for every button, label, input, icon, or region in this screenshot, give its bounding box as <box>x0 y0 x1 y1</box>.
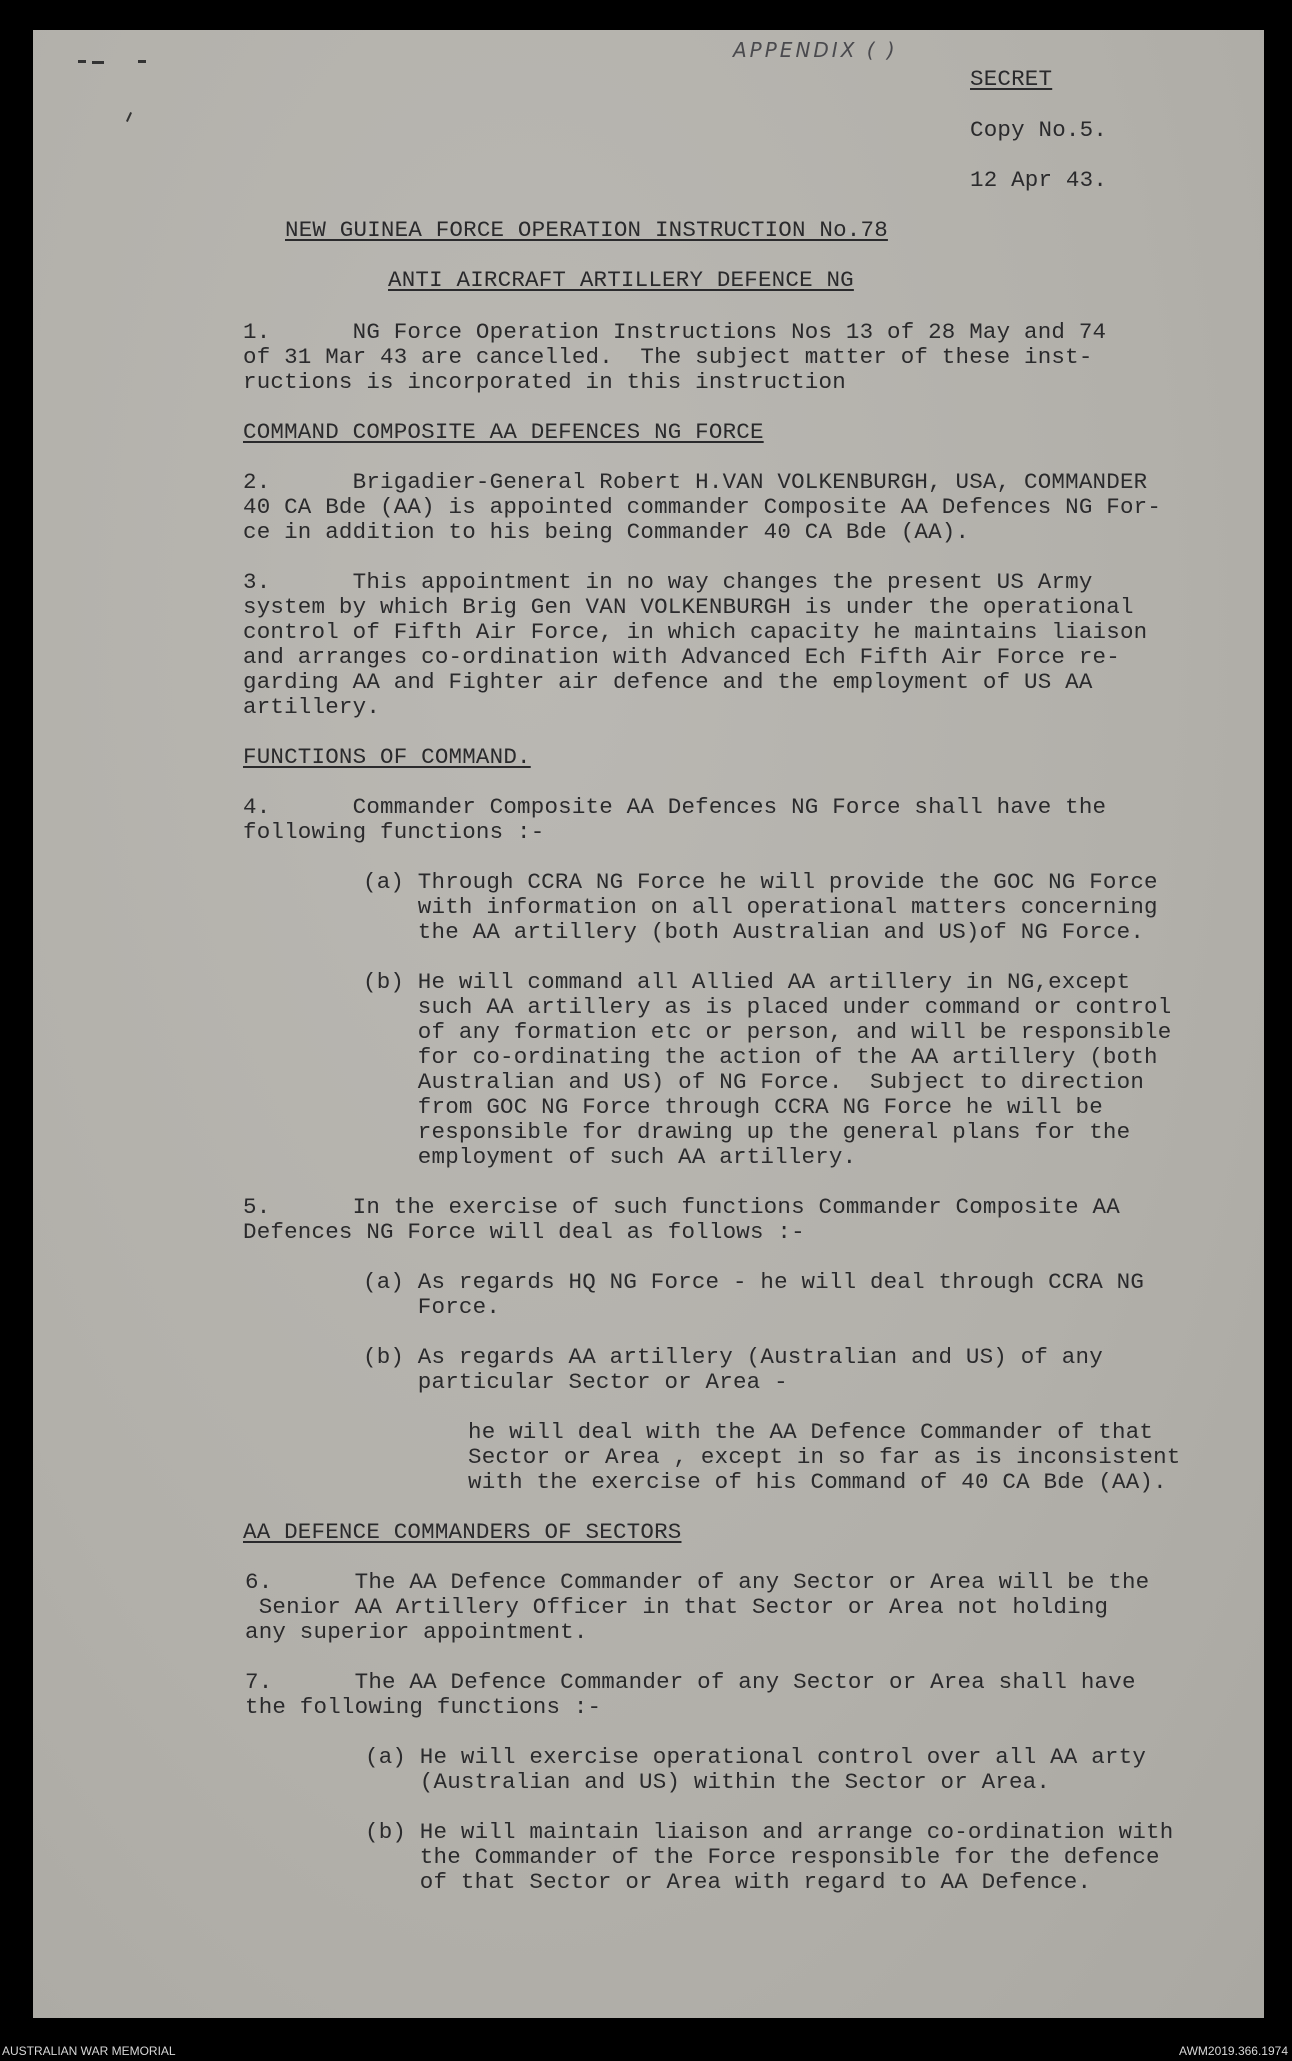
body-line: (a) As regards HQ NG Force - he will deal through CCRA NG <box>363 1269 1145 1295</box>
section-heading: FUNCTIONS OF COMMAND. <box>243 744 531 770</box>
body-line: following functions :- <box>243 819 545 845</box>
body-line: 4. Commander Composite AA Defences NG Force shall have the <box>243 794 1107 820</box>
body-line: system by which Brig Gen VAN VOLKENBURGH is under the operational <box>243 594 1134 620</box>
body-line: the AA artillery (both Australian and US)of NG Force. <box>363 919 1145 945</box>
section-heading: AA DEFENCE COMMANDERS OF SECTORS <box>243 1519 682 1545</box>
copy-number: Copy No.5. <box>970 117 1108 143</box>
archive-footer <box>0 2040 1292 2060</box>
body-line: ructions is incorporated in this instruction <box>243 369 846 395</box>
body-line: employment of such AA artillery. <box>363 1144 857 1170</box>
body-line: Senior AA Artillery Officer in that Sector or Area not holding <box>245 1594 1109 1620</box>
body-line: (b) As regards AA artillery (Australian and US) of any <box>363 1344 1103 1370</box>
body-line: (a) He will exercise operational control over all AA arty <box>365 1744 1147 1770</box>
archive-name: AUSTRALIAN WAR MEMORIAL <box>2 2044 176 2058</box>
body-line: particular Sector or Area - <box>363 1369 788 1395</box>
document-date: 12 Apr 43. <box>970 167 1108 193</box>
punch-mark <box>138 60 146 63</box>
body-line: (b) He will command all Allied AA artillery in NG,except <box>363 969 1131 995</box>
body-line: with the exercise of his Command of 40 CA Bde (AA). <box>468 1469 1167 1495</box>
body-line: any superior appointment. <box>245 1619 588 1645</box>
punch-mark <box>92 61 104 64</box>
body-line: 7. The AA Defence Commander of any Sector or Area shall have <box>245 1669 1136 1695</box>
body-line: 3. This appointment in no way changes the present US Army <box>243 569 1093 595</box>
body-line: the Commander of the Force responsible for the defence <box>365 1844 1160 1870</box>
body-line: 5. In the exercise of such functions Commander Composite AA <box>243 1194 1120 1220</box>
section-heading: COMMAND COMPOSITE AA DEFENCES NG FORCE <box>243 419 764 445</box>
punch-mark <box>78 60 86 63</box>
body-line: garding AA and Fighter air defence and the employment of US AA <box>243 669 1093 695</box>
body-line: ce in addition to his being Commander 40 CA Bde (AA). <box>243 519 970 545</box>
body-line: he will deal with the AA Defence Commander of that <box>468 1419 1154 1445</box>
body-line: 1. NG Force Operation Instructions Nos 13 of 28 May and 74 <box>243 319 1107 345</box>
archive-reference: AWM2019.366.1974 <box>1179 2044 1288 2058</box>
body-line: 6. The AA Defence Commander of any Sector or Area will be the <box>245 1569 1150 1595</box>
body-line: (a) Through CCRA NG Force he will provide the GOC NG Force <box>363 869 1158 895</box>
body-line: (Australian and US) within the Sector or Area. <box>365 1769 1051 1795</box>
body-line: 2. Brigadier-General Robert H.VAN VOLKENBURGH, USA, COMMANDER <box>243 469 1148 495</box>
document-title: NEW GUINEA FORCE OPERATION INSTRUCTION No.78 <box>285 217 888 243</box>
body-line: 40 CA Bde (AA) is appointed commander Composite AA Defences NG For- <box>243 494 1162 520</box>
body-line: of that Sector or Area with regard to AA Defence. <box>365 1869 1092 1895</box>
body-line: of any formation etc or person, and will be responsible <box>363 1019 1172 1045</box>
body-line: (b) He will maintain liaison and arrange co-ordination with <box>365 1819 1174 1845</box>
body-line: control of Fifth Air Force, in which capacity he maintains liaison <box>243 619 1148 645</box>
classification-label: SECRET <box>970 66 1053 92</box>
body-line: of 31 Mar 43 are cancelled. The subject matter of these inst- <box>243 344 1093 370</box>
body-line: such AA artillery as is placed under command or control <box>363 994 1172 1020</box>
body-line: and arranges co-ordination with Advanced Ech Fifth Air Force re- <box>243 644 1120 670</box>
body-line: Defences NG Force will deal as follows :- <box>243 1219 805 1245</box>
body-line: artillery. <box>243 694 381 720</box>
body-line: for co-ordinating the action of the AA artillery (both <box>363 1044 1158 1070</box>
document-subtitle: ANTI AIRCRAFT ARTILLERY DEFENCE NG <box>388 267 854 293</box>
body-line: with information on all operational matters concerning <box>363 894 1158 920</box>
body-line: Force. <box>363 1294 501 1320</box>
body-line: Sector or Area , except in so far as is inconsistent <box>468 1444 1181 1470</box>
body-line: the following functions :- <box>245 1694 602 1720</box>
body-line: Australian and US) of NG Force. Subject to direction <box>363 1069 1145 1095</box>
body-line: responsible for drawing up the general plans for the <box>363 1119 1131 1145</box>
body-line: from GOC NG Force through CCRA NG Force he will be <box>363 1094 1103 1120</box>
handwritten-note: APPENDIX ( ) <box>733 38 898 62</box>
